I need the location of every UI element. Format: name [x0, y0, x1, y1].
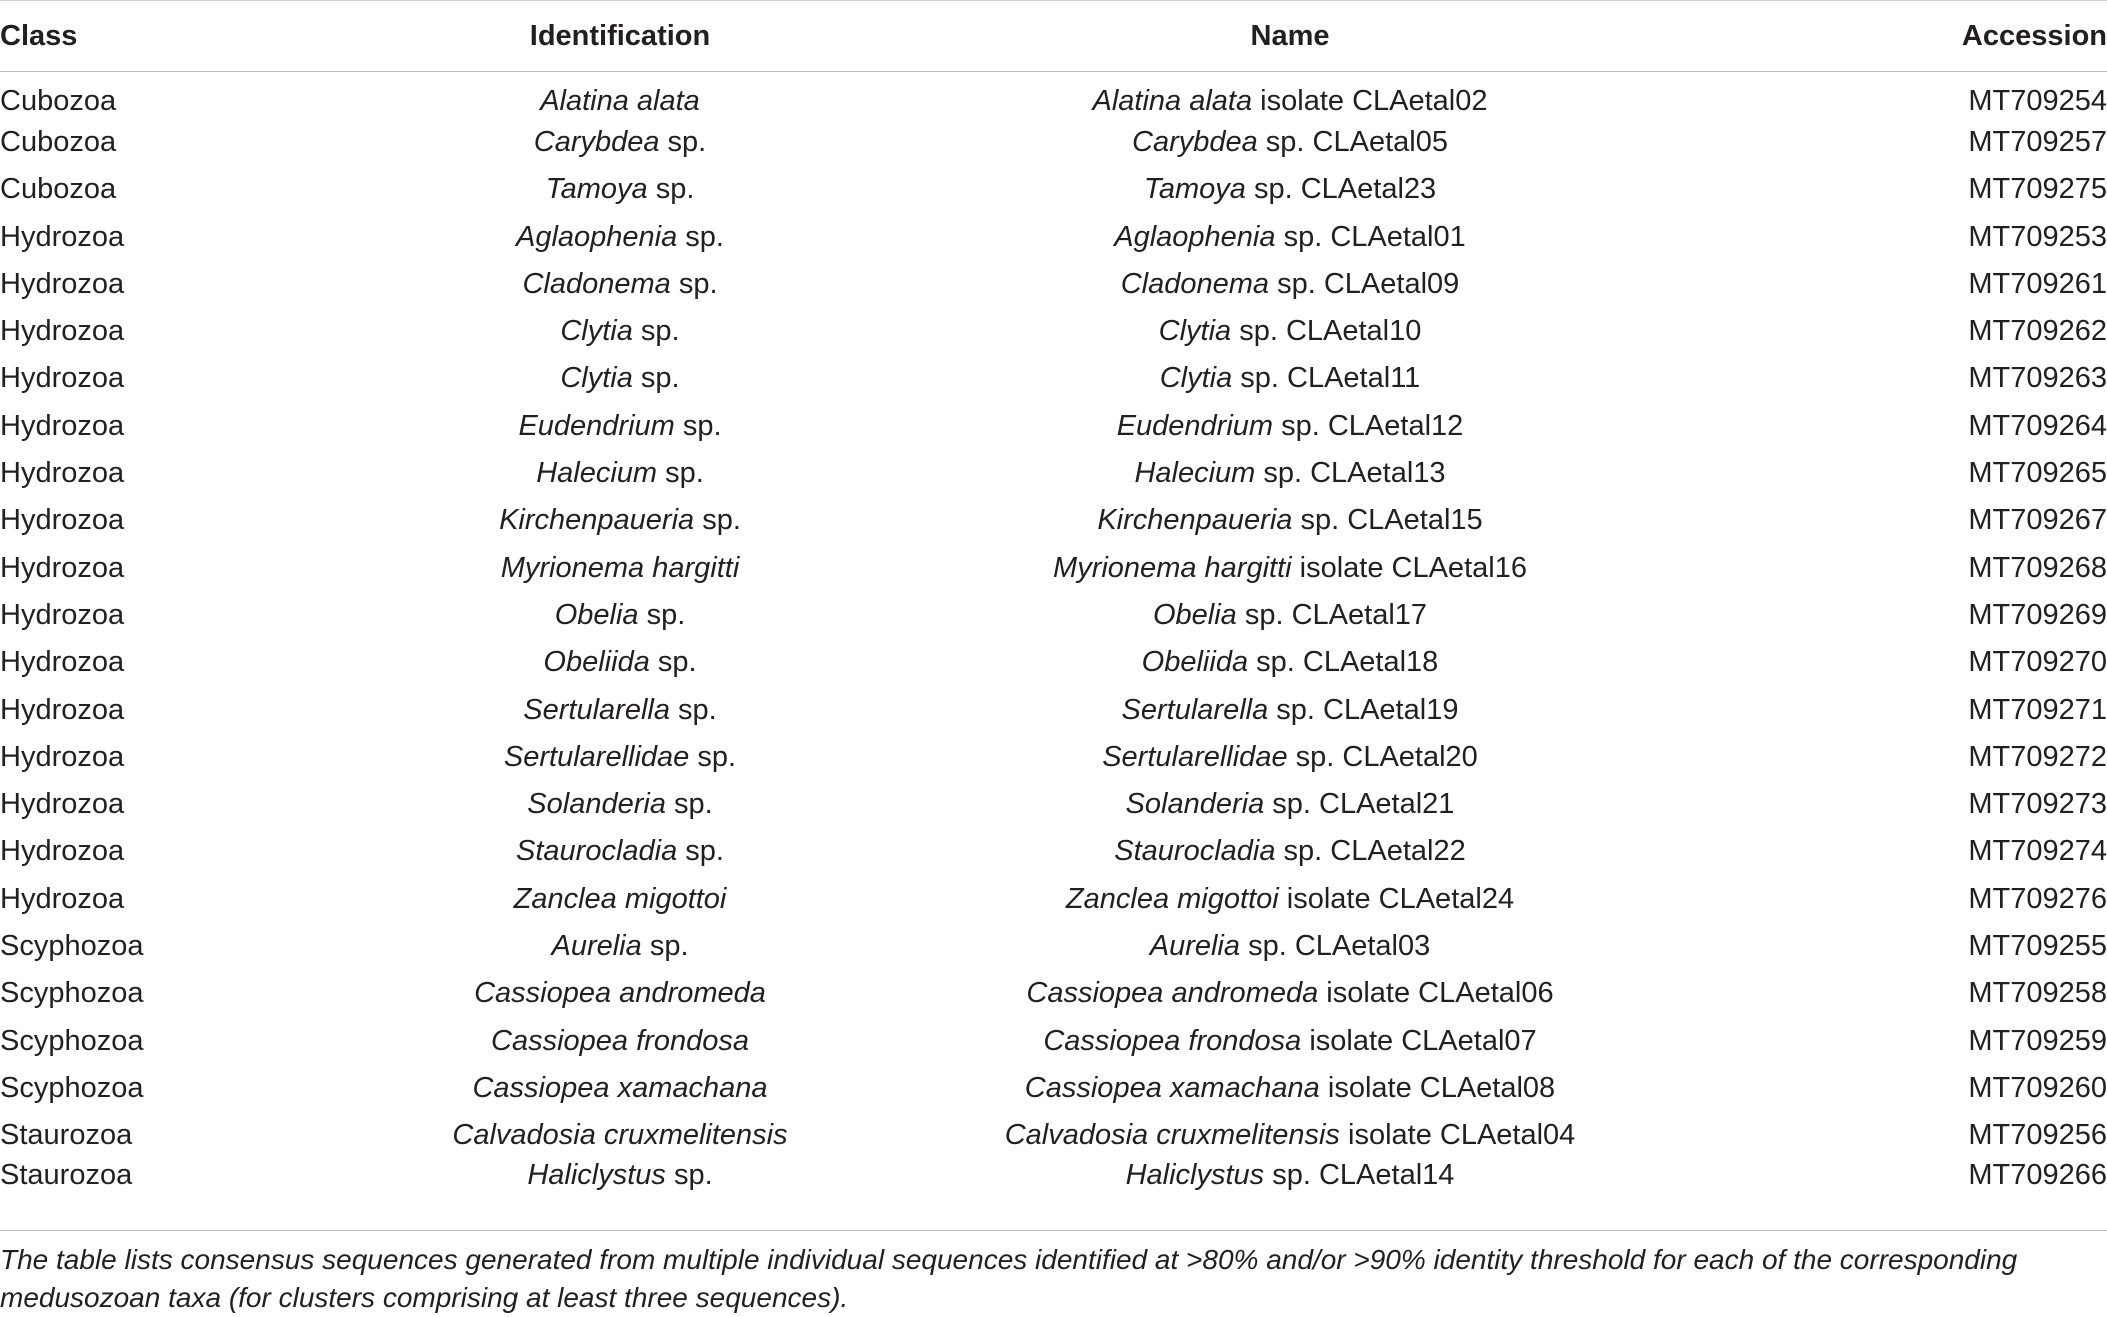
cell-name — [820, 119, 1760, 166]
identification-taxon-name: Carybdea — [533, 125, 660, 158]
name-taxon-name: Cassiopea xamachana — [1024, 1071, 1320, 1104]
cell-accession: MT709253 — [1968, 220, 2107, 253]
cell-name — [820, 923, 1760, 970]
identification-suffix: sp. — [677, 835, 724, 868]
cell-accession: MT709259 — [1968, 1024, 2107, 1057]
cell-identification — [420, 355, 820, 402]
cell-identification — [420, 1159, 820, 1210]
identification-taxon-name: Cassiopea andromeda — [474, 977, 766, 1010]
name-isolate-suffix: sp. CLAetal03 — [1240, 929, 1431, 962]
identification-taxon-name: Obelia — [554, 598, 639, 631]
name-isolate-suffix: sp. CLAetal09 — [1269, 267, 1460, 300]
table-row — [0, 119, 2107, 166]
table-row — [0, 72, 2107, 119]
name-isolate-suffix: isolate CLAetal08 — [1319, 1071, 1556, 1104]
cell-name — [820, 308, 1760, 355]
table-row — [0, 261, 2107, 308]
identification-suffix: sp. — [674, 409, 722, 442]
name-taxon-name: Zanclea migottoi — [1065, 882, 1279, 915]
table-row — [0, 734, 2107, 781]
identification-taxon-name: Alatina alata — [540, 84, 700, 117]
name-isolate-suffix: sp. CLAetal18 — [1248, 646, 1439, 679]
column-header-identification: Identification — [420, 1, 820, 72]
cell-identification — [420, 876, 820, 923]
identification-taxon-name: Haliclystus — [527, 1159, 666, 1192]
name-taxon-name: Obeliida — [1141, 646, 1249, 679]
cell-identification — [420, 1065, 820, 1112]
name-isolate-suffix: sp. CLAetal17 — [1236, 598, 1428, 631]
cell-accession: MT709276 — [1968, 882, 2107, 915]
identification-suffix: sp. — [641, 929, 689, 962]
cell-name — [820, 876, 1760, 923]
cell-identification — [420, 450, 820, 497]
identification-taxon-name: Aurelia — [551, 929, 642, 962]
identification-taxon-name: Cassiopea xamachana — [472, 1071, 768, 1104]
cell-identification — [420, 828, 820, 875]
cell-accession: MT709268 — [1968, 551, 2107, 584]
cell-name — [820, 213, 1760, 260]
table-row — [0, 450, 2107, 497]
cell-class: Scyphozoa — [0, 1071, 144, 1104]
identification-taxon-name: Clytia — [560, 362, 633, 395]
cell-class: Hydrozoa — [0, 788, 125, 821]
identification-taxon-name: Halecium — [536, 457, 658, 490]
identification-taxon-name: Aglaophenia — [515, 220, 678, 253]
identification-taxon-name: Clytia — [560, 315, 633, 348]
cell-name — [820, 1159, 1760, 1210]
column-header-accession: Accession — [1760, 1, 2107, 72]
identification-taxon-name: Myrionema hargitti — [500, 551, 740, 584]
cell-class: Hydrozoa — [0, 693, 125, 726]
cell-name — [820, 497, 1760, 544]
name-taxon-name: Cladonema — [1120, 267, 1270, 300]
cell-name — [820, 734, 1760, 781]
cell-identification — [420, 544, 820, 591]
table-row — [0, 497, 2107, 544]
name-taxon-name: Calvadosia cruxmelitensis — [1004, 1119, 1340, 1152]
cell-class: Hydrozoa — [0, 362, 125, 395]
name-taxon-name: Cassiopea andromeda — [1026, 977, 1319, 1010]
cell-identification — [420, 734, 820, 781]
table-row — [0, 970, 2107, 1017]
cell-identification — [420, 639, 820, 686]
name-taxon-name: Cassiopea frondosa — [1043, 1024, 1302, 1057]
name-isolate-suffix: sp. CLAetal15 — [1292, 504, 1483, 537]
identification-taxon-name: Sertularellidae — [503, 740, 690, 773]
cell-name — [820, 261, 1760, 308]
cell-identification — [420, 261, 820, 308]
identification-suffix: sp. — [694, 504, 741, 537]
identification-taxon-name: Kirchenpaueria — [499, 504, 695, 537]
name-taxon-name: Alatina alata — [1092, 84, 1253, 117]
cell-accession: MT709269 — [1968, 598, 2107, 631]
name-taxon-name: Carybdea — [1132, 125, 1258, 158]
cell-class: Staurozoa — [0, 1159, 133, 1192]
identification-suffix: sp. — [689, 740, 737, 773]
name-taxon-name: Kirchenpaueria — [1097, 504, 1293, 537]
cell-class: Cubozoa — [0, 84, 117, 117]
table-body — [0, 72, 2107, 1211]
identification-taxon-name: Zanclea migottoi — [513, 882, 727, 915]
identification-suffix: sp. — [665, 788, 713, 821]
column-header-name: Name — [820, 1, 1760, 72]
cell-name — [820, 166, 1760, 213]
cell-accession: MT709257 — [1968, 125, 2107, 158]
table-row — [0, 544, 2107, 591]
name-isolate-suffix: sp. CLAetal12 — [1273, 409, 1464, 442]
identification-suffix: sp. — [677, 220, 724, 253]
cell-class: Hydrozoa — [0, 409, 125, 442]
table-row — [0, 686, 2107, 733]
name-isolate-suffix: sp. CLAetal13 — [1255, 457, 1446, 490]
identification-suffix: sp. — [657, 457, 704, 490]
cell-accession: MT709271 — [1968, 693, 2107, 726]
name-isolate-suffix: sp. CLAetal22 — [1275, 835, 1466, 868]
cell-class: Staurozoa — [0, 1119, 133, 1152]
cell-accession: MT709265 — [1968, 457, 2107, 490]
cell-name — [820, 544, 1760, 591]
name-isolate-suffix: sp. CLAetal05 — [1257, 125, 1448, 158]
cell-accession: MT709273 — [1968, 788, 2107, 821]
cell-identification — [420, 403, 820, 450]
cell-class: Hydrozoa — [0, 220, 125, 253]
cell-name — [820, 639, 1760, 686]
cell-identification — [420, 119, 820, 166]
table-row — [0, 923, 2107, 970]
cell-identification — [420, 592, 820, 639]
cell-class: Hydrozoa — [0, 504, 125, 537]
identification-suffix: sp. — [665, 1159, 713, 1192]
name-isolate-suffix: sp. CLAetal01 — [1275, 220, 1466, 253]
cell-accession: MT709256 — [1968, 1119, 2107, 1152]
cell-identification — [420, 1017, 820, 1064]
cell-class: Hydrozoa — [0, 835, 125, 868]
identification-taxon-name: Calvadosia cruxmelitensis — [452, 1119, 788, 1152]
cell-class: Scyphozoa — [0, 1024, 144, 1057]
identification-suffix: sp. — [647, 173, 695, 206]
cell-class: Hydrozoa — [0, 646, 125, 679]
cell-name — [820, 1112, 1760, 1159]
cell-class: Cubozoa — [0, 173, 117, 206]
cell-accession: MT709262 — [1968, 315, 2107, 348]
name-isolate-suffix: sp. CLAetal10 — [1231, 315, 1422, 348]
name-taxon-name: Solanderia — [1125, 788, 1265, 821]
cell-identification — [420, 213, 820, 260]
name-isolate-suffix: isolate CLAetal04 — [1339, 1119, 1576, 1152]
name-taxon-name: Sertularellidae — [1102, 740, 1288, 773]
table-row — [0, 781, 2107, 828]
table-row — [0, 876, 2107, 923]
cell-identification — [420, 923, 820, 970]
name-isolate-suffix: isolate CLAetal24 — [1278, 882, 1515, 915]
cell-accession: MT709255 — [1968, 929, 2107, 962]
table-row — [0, 1112, 2107, 1159]
name-isolate-suffix: sp. CLAetal14 — [1264, 1159, 1455, 1192]
cell-accession: MT709254 — [1968, 84, 2107, 117]
name-isolate-suffix: sp. CLAetal20 — [1287, 740, 1478, 773]
identification-taxon-name: Cassiopea frondosa — [491, 1024, 749, 1057]
table-row — [0, 1065, 2107, 1112]
name-taxon-name: Eudendrium — [1116, 409, 1274, 442]
cell-accession: MT709267 — [1968, 504, 2107, 537]
cell-accession: MT709272 — [1968, 740, 2107, 773]
table-row — [0, 592, 2107, 639]
name-isolate-suffix: isolate CLAetal06 — [1318, 977, 1554, 1010]
name-taxon-name: Staurocladia — [1114, 835, 1276, 868]
name-isolate-suffix: isolate CLAetal16 — [1291, 551, 1527, 584]
name-taxon-name: Aurelia — [1149, 929, 1241, 962]
identification-suffix: sp. — [659, 125, 707, 158]
cell-class: Cubozoa — [0, 125, 117, 158]
cell-identification — [420, 308, 820, 355]
identification-suffix: sp. — [632, 362, 680, 395]
table-row — [0, 308, 2107, 355]
cell-name — [820, 686, 1760, 733]
table-row — [0, 355, 2107, 402]
cell-accession: MT709258 — [1968, 977, 2107, 1010]
identification-suffix: sp. — [669, 693, 717, 726]
cell-name — [820, 403, 1760, 450]
cell-name — [820, 970, 1760, 1017]
cell-identification — [420, 497, 820, 544]
identification-taxon-name: Tamoya — [545, 173, 648, 206]
cell-accession: MT709270 — [1968, 646, 2107, 679]
identification-taxon-name: Staurocladia — [516, 835, 678, 868]
cell-name — [820, 1017, 1760, 1064]
cell-class: Hydrozoa — [0, 267, 125, 300]
cell-name — [820, 72, 1760, 119]
cell-accession: MT709263 — [1968, 362, 2107, 395]
cell-name — [820, 1065, 1760, 1112]
name-isolate-suffix: sp. CLAetal11 — [1232, 362, 1421, 395]
cell-accession: MT709275 — [1968, 173, 2107, 206]
identification-taxon-name: Sertularella — [523, 693, 670, 726]
cell-class: Hydrozoa — [0, 598, 125, 631]
table-row — [0, 403, 2107, 450]
name-taxon-name: Clytia — [1158, 315, 1232, 348]
name-isolate-suffix: sp. CLAetal23 — [1245, 173, 1437, 206]
cell-accession: MT709266 — [1968, 1159, 2107, 1192]
cell-class: Hydrozoa — [0, 740, 125, 773]
cell-name — [820, 781, 1760, 828]
name-isolate-suffix: sp. CLAetal21 — [1264, 788, 1455, 821]
table-row — [0, 213, 2107, 260]
cell-name — [820, 355, 1760, 402]
table-footnote: The table lists consensus sequences generated from multiple individual sequences identified at >80% and/or >90% identity threshold for each of the corresponding medusozoan taxa (for clusters comprising at least three sequences). — [0, 1244, 2018, 1313]
cell-name — [820, 450, 1760, 497]
cell-identification — [420, 781, 820, 828]
cell-class: Scyphozoa — [0, 929, 144, 962]
cell-accession: MT709260 — [1968, 1071, 2107, 1104]
name-taxon-name: Myrionema hargitti — [1053, 551, 1292, 584]
name-taxon-name: Obelia — [1152, 598, 1237, 631]
name-taxon-name: Halecium — [1134, 457, 1256, 490]
cell-identification — [420, 1112, 820, 1159]
name-taxon-name: Tamoya — [1143, 173, 1246, 206]
identification-suffix: sp. — [632, 315, 680, 348]
name-isolate-suffix: isolate CLAetal07 — [1301, 1024, 1537, 1057]
name-taxon-name: Clytia — [1159, 362, 1233, 395]
cell-identification — [420, 72, 820, 119]
table-row — [0, 166, 2107, 213]
identification-taxon-name: Cladonema — [522, 267, 671, 300]
cell-identification — [420, 970, 820, 1017]
cell-name — [820, 592, 1760, 639]
identification-taxon-name: Solanderia — [527, 788, 666, 821]
name-isolate-suffix: isolate CLAetal02 — [1252, 84, 1488, 117]
name-taxon-name: Haliclystus — [1125, 1159, 1265, 1192]
identification-suffix: sp. — [670, 267, 718, 300]
cell-class: Scyphozoa — [0, 977, 144, 1010]
table-header — [0, 1, 2107, 72]
column-header-class: Class — [0, 1, 420, 72]
cell-identification — [420, 686, 820, 733]
table-row — [0, 1159, 2107, 1210]
identification-taxon-name: Eudendrium — [518, 409, 675, 442]
cell-identification — [420, 166, 820, 213]
table-row — [0, 828, 2107, 875]
header-row — [0, 1, 2107, 72]
cell-name — [820, 828, 1760, 875]
identification-taxon-name: Obeliida — [543, 646, 650, 679]
identification-suffix: sp. — [649, 646, 697, 679]
cell-accession: MT709274 — [1968, 835, 2107, 868]
table-row — [0, 639, 2107, 686]
table-row — [0, 1017, 2107, 1064]
cell-class: Hydrozoa — [0, 315, 125, 348]
name-taxon-name: Aglaophenia — [1114, 220, 1276, 253]
name-taxon-name: Sertularella — [1121, 693, 1269, 726]
identification-suffix: sp. — [638, 598, 686, 631]
cell-class: Hydrozoa — [0, 457, 125, 490]
cell-class: Hydrozoa — [0, 882, 125, 915]
name-isolate-suffix: sp. CLAetal19 — [1268, 693, 1459, 726]
cell-class: Hydrozoa — [0, 551, 125, 584]
cell-accession: MT709264 — [1968, 409, 2107, 442]
cell-accession: MT709261 — [1968, 267, 2107, 300]
table-footer-divider — [0, 1230, 2107, 1231]
